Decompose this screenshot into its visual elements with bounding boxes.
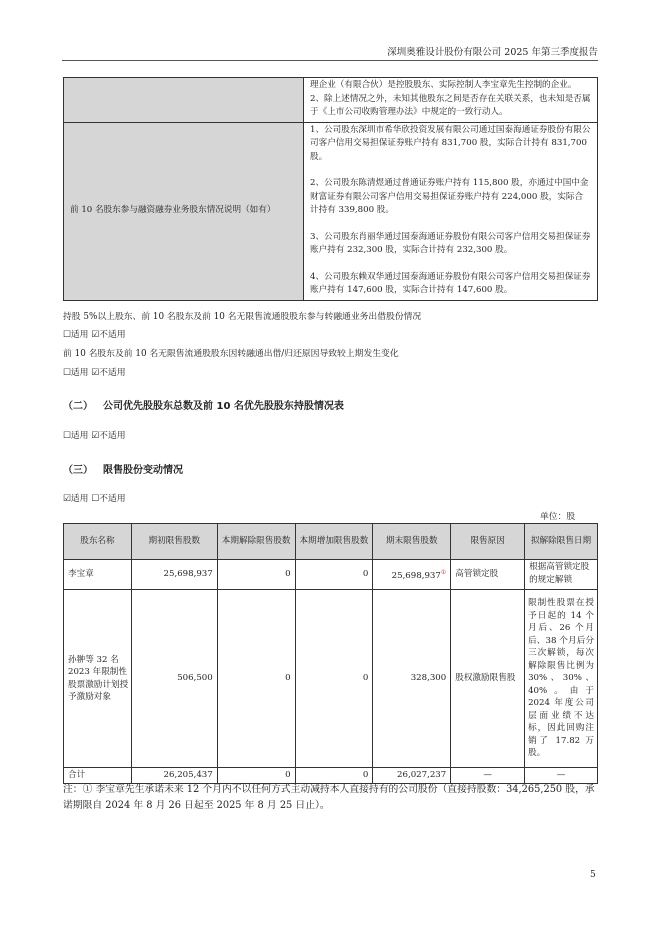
section-2-heading bbox=[63, 397, 344, 412]
section-title: 限售股份变动情况 bbox=[103, 465, 183, 476]
report-header: 深圳奥雅设计股份有限公司 2025 年第三季度报告 bbox=[387, 47, 598, 58]
header-divider bbox=[62, 60, 598, 61]
released-this-period: 0 bbox=[217, 560, 295, 590]
restriction-reason: 股权激励限售股 bbox=[451, 590, 525, 768]
opening-restricted: 25,698,937 bbox=[131, 560, 217, 590]
footnote: 注：① 李宝章先生承诺未来 12 个月内不以任何方式主动减持本人直接持有的公司股份（直接持股数：34,265,250 股，承诺期限自 2024 年 8 月 26 日起至 2025 年 8 月 25 日止）。 bbox=[63, 784, 595, 811]
opening-restricted: 506,500 bbox=[131, 590, 217, 768]
table-row bbox=[64, 590, 598, 768]
relationship-note bbox=[304, 78, 598, 123]
lending-applicability: ☐适用 ☑不适用 bbox=[63, 330, 126, 340]
section-title: 公司优先股股东总数及前 10 名优先股股东持股情况表 bbox=[103, 401, 344, 412]
release-date: 限制性股票在授予日起的 14 个月后、26 个月后、38 个月后分三次解锁，每次解除限售比例为 30%、30%、40%。由于 2024 年度公司层面业绩不达标，因此回购注销了 17.82 万股。 bbox=[525, 590, 598, 768]
release-date: — bbox=[525, 768, 598, 784]
restricted-shares-table bbox=[63, 523, 598, 784]
restriction-reason: — bbox=[451, 768, 525, 784]
added-this-period: 0 bbox=[295, 560, 373, 590]
table-header-row bbox=[64, 524, 598, 560]
added-this-period: 0 bbox=[295, 768, 373, 784]
total-label: 合计 bbox=[64, 768, 132, 784]
released-this-period: 0 bbox=[217, 590, 295, 768]
restriction-reason: 高管锁定股 bbox=[451, 560, 525, 590]
unit-label: 单位：股 bbox=[540, 512, 576, 522]
section-3-heading bbox=[63, 461, 183, 476]
shareholder-name: 李宝章 bbox=[64, 560, 132, 590]
note-paragraph: 4、公司股东赖双华通过国泰海通证券股份有限公司客户信用交易担保证券账户持有 147,600 股，实际合计持有 147,600 股。 bbox=[310, 271, 591, 295]
note-line: 理企业（有限合伙）是控股股东、实际控制人李宝章先生控制的企业。 bbox=[310, 80, 577, 90]
page-number: 5 bbox=[590, 870, 596, 880]
closing-restricted-cell bbox=[373, 560, 451, 590]
column-header: 拟解除限售日期 bbox=[525, 524, 598, 560]
note-paragraph: 3、公司股东肖丽华通过国泰海通证券股份有限公司客户信用交易担保证券账户持有 232,300 股，实际合计持有 232,300 股。 bbox=[310, 231, 591, 255]
table-row bbox=[64, 122, 598, 300]
column-header: 限售原因 bbox=[451, 524, 525, 560]
footnote-mark: ① bbox=[440, 568, 447, 576]
table-row bbox=[64, 78, 598, 123]
closing-restricted: 328,300 bbox=[373, 590, 451, 768]
margin-trading-detail bbox=[304, 122, 598, 300]
column-header: 期初限售股数 bbox=[131, 524, 217, 560]
section-2-applicability: ☐适用 ☑不适用 bbox=[63, 431, 126, 441]
column-header: 期末限售股数 bbox=[373, 524, 451, 560]
row-label-empty bbox=[64, 78, 304, 123]
shareholder-notes-table bbox=[63, 77, 598, 301]
note-paragraph: 2、公司股东陈清煜通过普通证券账户持有 115,800 股，亦通过中国中金财富证券有限公司客户信用交易担保证券账户持有 224,000 股，实际合计持有 339,800 股。 bbox=[310, 178, 589, 215]
added-this-period: 0 bbox=[295, 590, 373, 768]
release-date: 根据高管锁定股的规定解锁 bbox=[525, 560, 598, 590]
note-line: 2、除上述情况之外，未知其他股东之间是否存在关联关系，也未知是否属于《上市公司收购管理办法》中规定的一致行动人。 bbox=[310, 93, 591, 117]
column-header: 股东名称 bbox=[64, 524, 132, 560]
section-3-applicability: ☑适用 ☐不适用 bbox=[63, 494, 126, 504]
note-paragraph: 1、公司股东深圳市希华欣投资发展有限公司通过国泰海通证券股份有限公司客户信用交易担保证券账户持有 831,700 股，实际合计持有 831,700 股。 bbox=[310, 124, 591, 162]
column-header: 本期解除限售股数 bbox=[217, 524, 295, 560]
change-statement: 前 10 名股东及前 10 名无限售流通股股东因转融通出借/归还原因导致较上期发生变化 bbox=[63, 349, 399, 359]
table-row bbox=[64, 560, 598, 590]
section-number: （二） bbox=[63, 401, 93, 412]
opening-restricted: 26,205,437 bbox=[131, 768, 217, 784]
closing-restricted: 26,027,237 bbox=[373, 768, 451, 784]
shareholder-name: 孙翀等 32 名 2023 年限制性股票激励计划授予激励对象 bbox=[64, 590, 132, 768]
column-header: 本期增加限售股数 bbox=[295, 524, 373, 560]
closing-restricted: 25,698,937 bbox=[391, 570, 441, 581]
released-this-period: 0 bbox=[217, 768, 295, 784]
section-number: （三） bbox=[63, 465, 93, 476]
change-applicability: ☐适用 ☑不适用 bbox=[63, 368, 126, 378]
margin-trading-label: 前 10 名股东参与融资融券业务股东情况说明（如有） bbox=[64, 122, 304, 300]
lending-statement: 持股 5%以上股东、前 10 名股东及前 10 名无限售流通股股东参与转融通业务出借股份情况 bbox=[63, 312, 422, 322]
